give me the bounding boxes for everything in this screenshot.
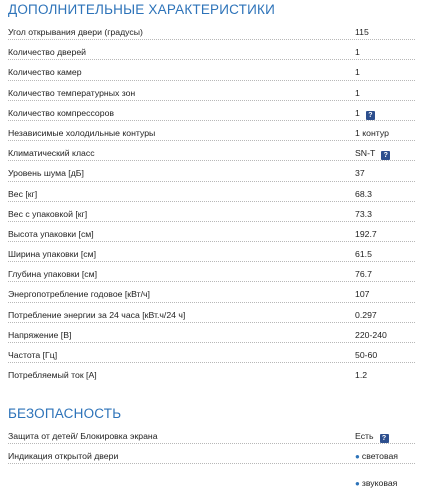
spec-value: 61.5 [355, 249, 372, 260]
spec-value: 115 [355, 27, 369, 37]
spec-row-door-count [0, 40, 423, 60]
spec-row-package-height [0, 222, 423, 242]
spec-value-text: SN-T [355, 148, 376, 159]
spec-value-text: 1 [355, 107, 360, 118]
spec-row-voltage [0, 323, 423, 343]
spec-value: 220-240 [355, 329, 387, 340]
spec-value: 192.7 [355, 228, 377, 239]
section-title-characteristics: ДОПОЛНИТЕЛЬНЫЕ ХАРАКТЕРИСТИКИ [8, 2, 275, 17]
spec-name: Частота [Гц] [8, 350, 58, 360]
spec-row-child-lock [0, 424, 423, 444]
spec-value-text: звуковая [361, 478, 398, 488]
spec-value: 1 [355, 67, 360, 78]
spec-name: Климатический класс [8, 148, 95, 159]
spec-name: Ширина упаковки [см] [8, 249, 96, 260]
spec-value: 68.3 [355, 188, 372, 199]
bullet-icon: ● [355, 479, 360, 488]
spec-value [355, 431, 389, 443]
question-icon[interactable]: ? [381, 151, 390, 160]
section-title-safety: БЕЗОПАСНОСТЬ [8, 406, 122, 421]
spec-row-climate-class [0, 141, 423, 161]
spec-name: Вес с упаковкой [кг] [8, 208, 88, 219]
spec-value: 1 [355, 47, 360, 58]
spec-name: Потребление энергии за 24 часа [кВт.ч/24 ч] [8, 309, 186, 320]
spec-row-current [0, 363, 423, 383]
question-icon[interactable]: ? [380, 434, 389, 443]
spec-name: Индикация открытой двери [8, 451, 119, 462]
spec-row-cooling-circuits [0, 121, 423, 141]
spec-value-text: световая [361, 451, 399, 462]
spec-name: Количество температурных зон [8, 87, 136, 98]
spec-name: Количество дверей [8, 47, 87, 58]
spec-name: Потребляемый ток [А] [8, 370, 97, 381]
spec-row-package-depth [0, 262, 423, 282]
door-indicator-extra-value [355, 478, 397, 488]
spec-row-door-indicator [0, 444, 423, 464]
spec-name: Вес [кг] [8, 188, 38, 199]
spec-row-chamber-count [0, 60, 423, 80]
bullet-icon: ● [355, 452, 360, 462]
spec-name: Независимые холодильные контуры [8, 127, 156, 138]
spec-row-noise-level [0, 161, 423, 181]
spec-value: 76.7 [355, 269, 372, 280]
spec-value: 107 [355, 289, 370, 300]
spec-value [355, 148, 390, 160]
spec-row-door-angle [0, 20, 423, 40]
spec-name: Количество компрессоров [8, 107, 115, 118]
characteristics-list [0, 20, 423, 383]
spec-name: Глубина упаковки [см] [8, 269, 98, 280]
spec-value [355, 108, 375, 120]
spec-value: 1 контур [355, 127, 389, 138]
safety-list [0, 424, 423, 464]
spec-value: 73.3 [355, 208, 372, 219]
spec-row-daily-energy [0, 303, 423, 323]
spec-value-text: Есть [355, 431, 374, 441]
spec-row-frequency [0, 343, 423, 363]
spec-name: Напряжение [В] [8, 329, 72, 340]
spec-row-temperature-zones [0, 81, 423, 101]
spec-row-annual-energy [0, 282, 423, 302]
spec-value: 37 [355, 168, 365, 179]
spec-name: Количество камер [8, 67, 82, 78]
spec-value: 1.2 [355, 370, 368, 381]
spec-value: 1 [355, 87, 360, 98]
spec-name: Защита от детей/ Блокировка экрана [8, 431, 158, 441]
spec-name: Высота упаковки [см] [8, 228, 94, 239]
spec-name: Угол открывания двери (градусы) [8, 27, 143, 37]
question-icon[interactable]: ? [366, 111, 375, 120]
spec-value: 50-60 [355, 350, 378, 360]
spec-row-weight-packed [0, 202, 423, 222]
spec-row-compressor-count [0, 101, 423, 121]
spec-name: Уровень шума [дБ] [8, 168, 84, 179]
spec-row-weight [0, 182, 423, 202]
spec-value [355, 451, 398, 461]
spec-value: 0.297 [355, 309, 377, 320]
spec-row-package-width [0, 242, 423, 262]
spec-name: Энергопотребление годовое [кВт/ч] [8, 289, 150, 300]
